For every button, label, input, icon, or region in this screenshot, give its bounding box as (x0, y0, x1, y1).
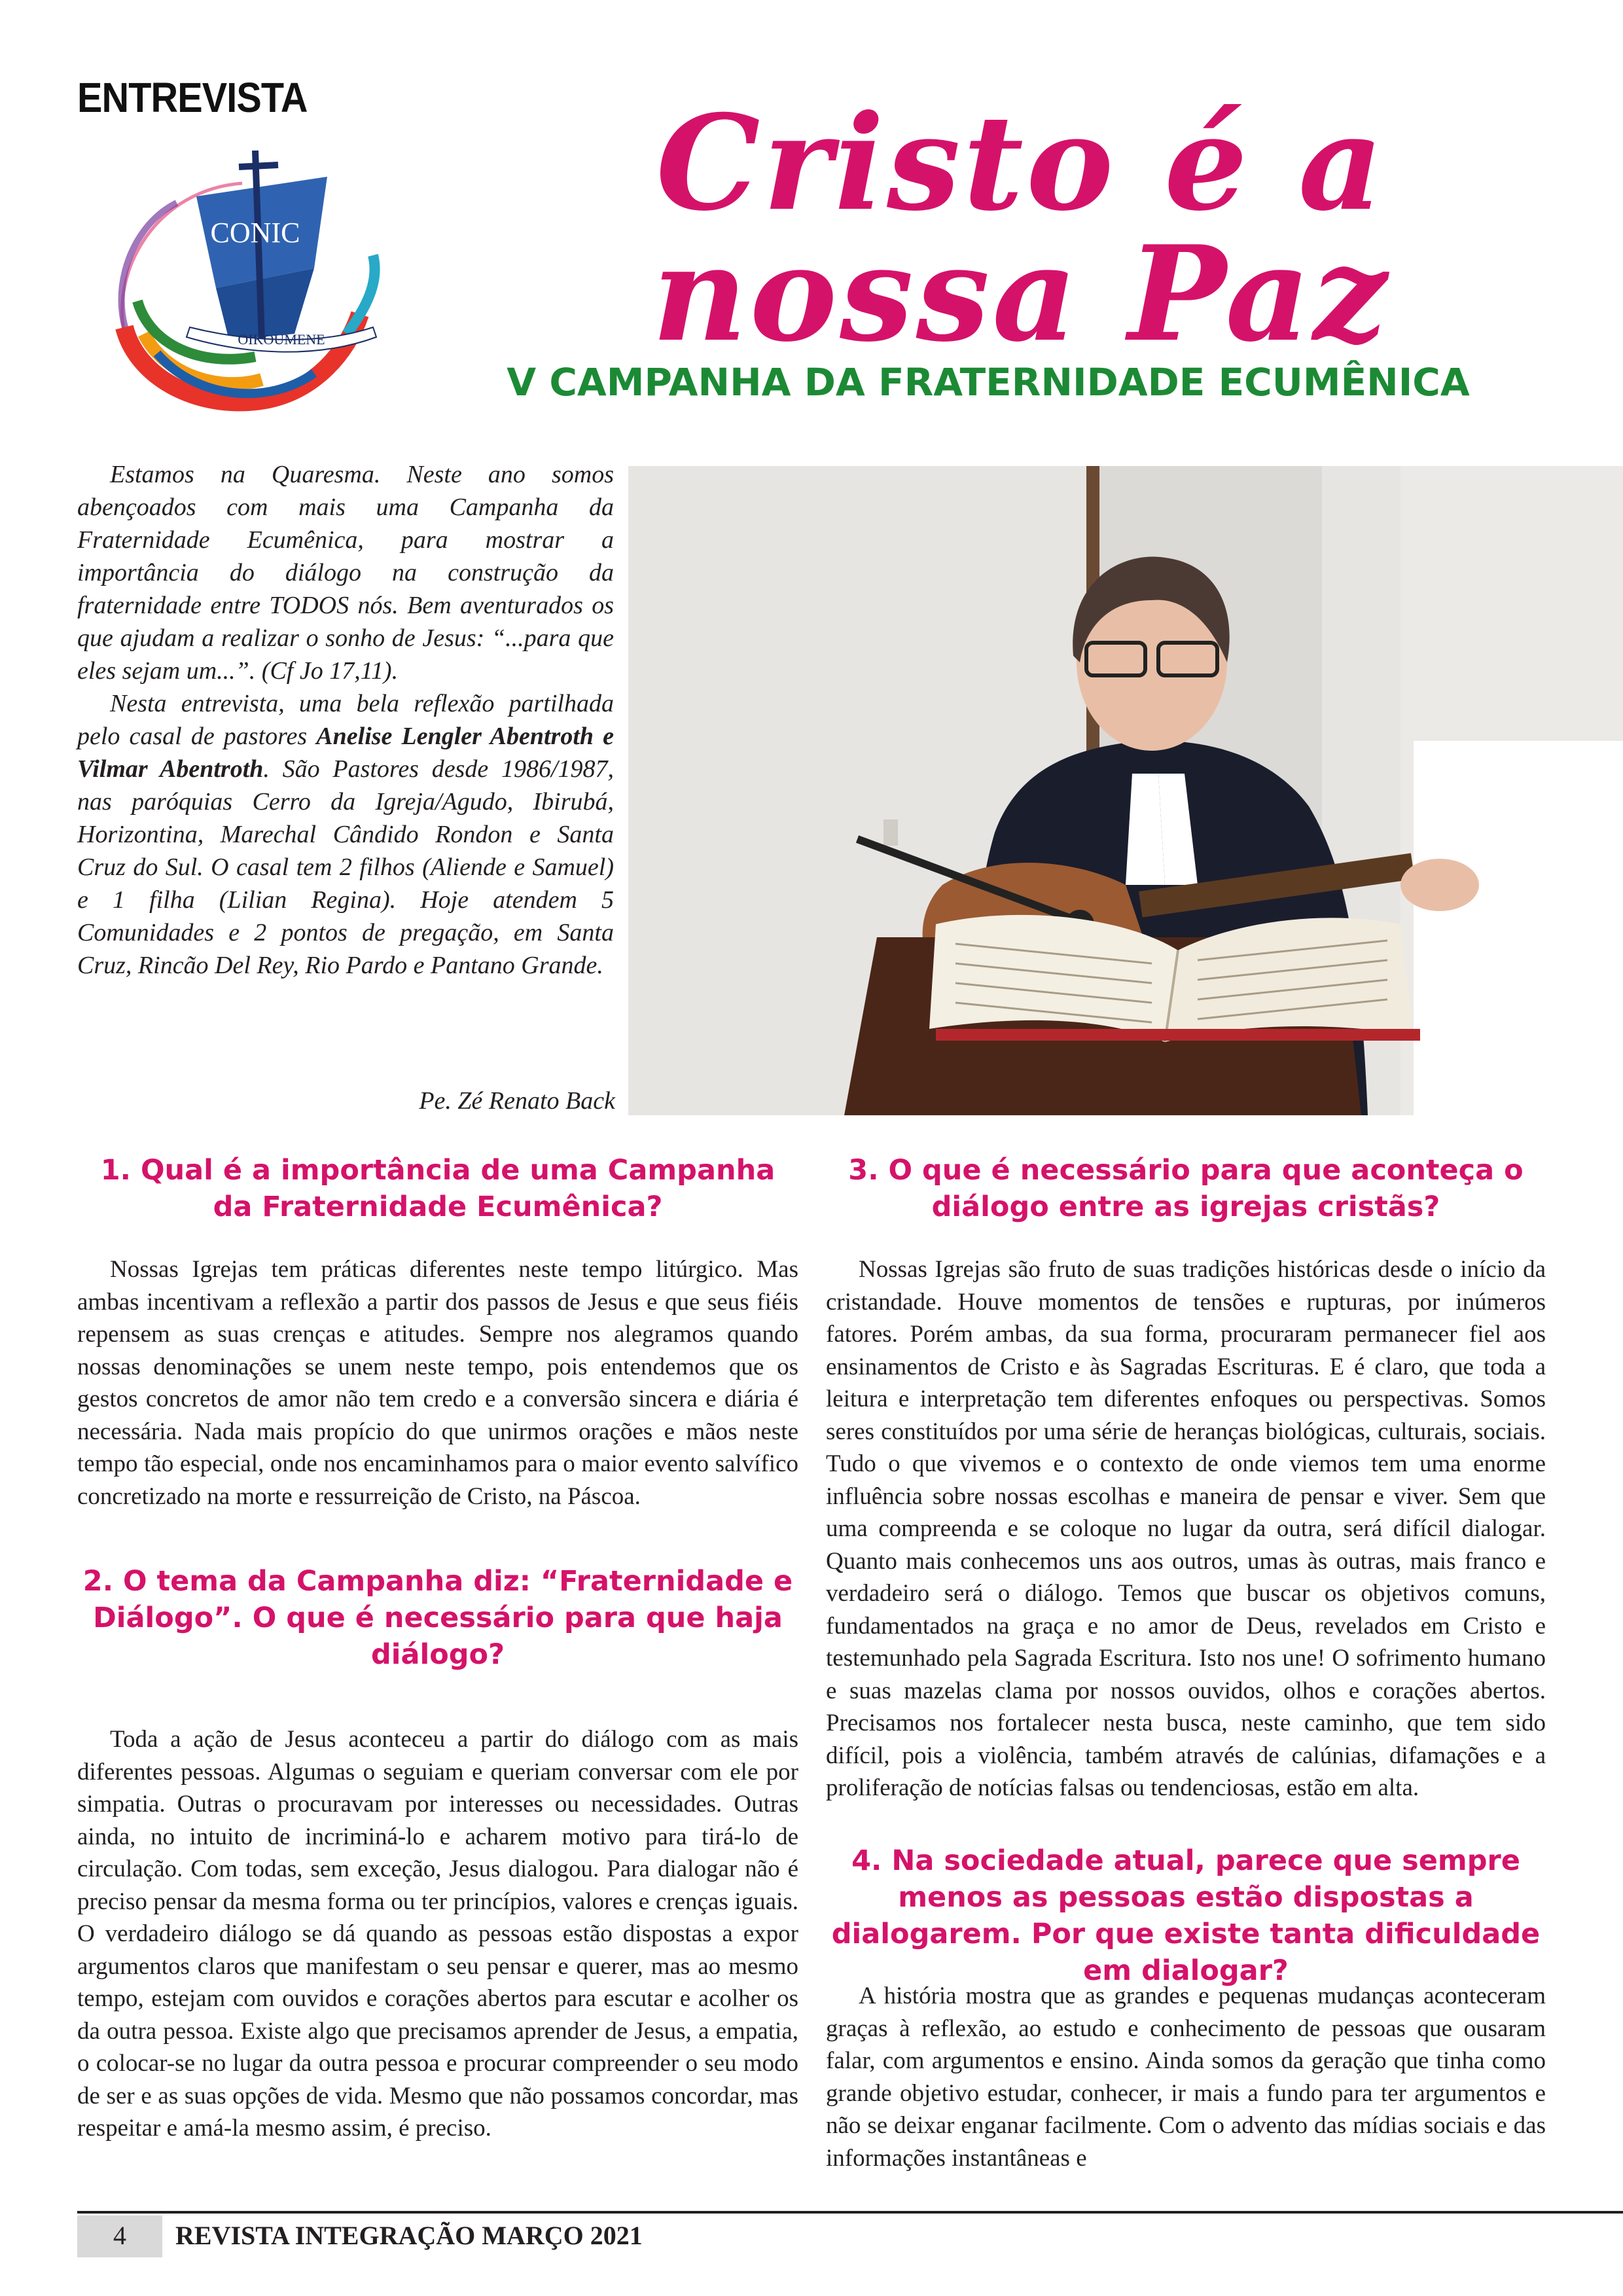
intro-paragraph-1: Estamos na Quaresma. Neste ano somos abençoados com mais uma Campanha da Fraternidade Ecumênica, para mostrar a importância do diálogo na construção da fraternidade entre TODOS nós. Bem aventurados os que ajudam a realizar o sonho de Jesus: “...para que eles sejam um...”. (Cf Jo 17,11). (77, 461, 614, 685)
footer-rule (77, 2211, 1623, 2214)
page-number: 4 (113, 2221, 126, 2250)
question-2-answer (77, 1723, 798, 2145)
page-subtitle: V CAMPANHA DA FRATERNIDADE ECUMÊNICA (507, 360, 1470, 404)
question-1-heading: 1. Qual é a importância de uma Campanha da Fraternidade Ecumênica? (100, 1154, 776, 1223)
intro-p2-names: Anelise Lengler Abentroth e Vilmar Abentroth (77, 723, 614, 783)
logo-ribbon: OIKOUMENE (238, 331, 325, 348)
photo-illustration (628, 466, 1623, 1115)
question-3-heading: 3. O que é necessário para que aconteça o diálogo entre as igrejas cristãs? (848, 1154, 1524, 1223)
answer-4-text: A história mostra que as grandes e pequenas mudanças aconteceram graças à reflexão, ao estudo e conhecimento de pessoas que ousaram falar, com argumentos e ensino. Ainda somos da geração que tinha como grande objetivo estudar, conhecer, ir mais a fundo para ter argumentos e não se deixar enganar facilmente. Com o advento das mídias sociais e das informações instantâneas e (826, 1982, 1546, 2172)
answer-2-text: Toda a ação de Jesus aconteceu a partir do diálogo com as mais diferentes pessoas. Algumas o seguiam e queriam conversar com ele por simpatia. Outras o procuravam por interesses ou necessidades. Outras ainda, no intuito de incriminá-lo e acharem motivo para tirá-lo de circulação. Com todas, sem exceção, Jesus dialogou. Para dialogar não é preciso pensar da mesma forma ou ter princípios, valores e crenças iguais. O verdadeiro diálogo se dá quando as pessoas estão dispostas a expor argumentos claros que manifestam o seu pensar e querer, mas ao mesmo tempo, estejam com ouvidos e corações abertos para escutar e acolher os da outra pessoa. Existe algo que precisamos aprender de Jesus, a empatia, o colocar-se no lugar da outra pessoa e procurar compreender o seu modo de ser e as suas opções de vida. Mesmo que não possamos concordar, mas respeitar e amá-la mesmo assim, é preciso. (77, 1726, 798, 2142)
intro-paragraph-2 (77, 687, 614, 982)
answer-3-text: Nossas Igrejas são fruto de suas tradições históricas desde o início da cristandade. Houve momentos de tensões e rupturas, por inúmeros fatores. Porém ambas, da sua forma, procuraram permanecer fiel aos ensinamentos de Cristo e às Sagradas Escrituras. E é claro, que toda a leitura e interpretação tem diferentes enfoques ou perspectivas. Somos seres constituídos por uma série de heranças biológicas, culturais, sociais. Tudo o que vivemos e o contexto de onde viemos tem uma enorme influência sobre nossas escolhas e maneira de pensar e viver. Sem que uma compreenda e se coloque no lugar da outra, será difícil dialogar. Quanto mais conhecemos uns aos outros, umas às outras, mais franco e verdadeiro será o diálogo. Temos que buscar os objetivos comuns, fundamentados na graça e no amor de Deus, revelados em Cristo e testemunhado pela Sagrada Escritura. Isto nos une! O sofrimento humano e suas mazelas clama por nossos ouvidos, olhos e corações abertos. Precisamos nos fortalecer nesta busca, neste caminho, que tem sido difícil, pois a violência, também através de calúnias, difamações e a proliferação de notícias falsas ou tendenciosas, estão em alta. (826, 1256, 1546, 1801)
question-4-answer (826, 1980, 1546, 2174)
question-3-answer (826, 1253, 1546, 1804)
intro-p2-after: . São Pastores desde 1986/1987, nas paróquias Cerro da Igreja/Agudo, Ibirubá, Horizontina, Marechal Cândido Rondon e Santa Cruz do Sul. O casal tem 2 filhos (Aliende e Samuel) e 1 filha (Lilian Regina). Hoje atendem 5 Comunidades e 2 pontos de pregação, em Santa Cruz, Rincão Del Rey, Rio Pardo e Pantano Grande. (77, 755, 615, 979)
logo-name: CONIC (210, 217, 300, 249)
photo-pastor-with-guitar (628, 466, 1623, 1115)
intro-text (77, 458, 614, 982)
intro-p2-before: Nesta entrevista, uma bela reflexão partilhada pelo casal de pastores (77, 690, 614, 750)
conic-logo (98, 137, 438, 412)
answer-1-text: Nossas Igrejas tem práticas diferentes neste tempo litúrgico. Mas ambas incentivam a reflexão a partir dos passos de Jesus e que seus fiéis repensem as suas crenças e atitudes. Sempre nos alegramos quando nossas denominações se unem neste tempo, pois entendemos que os gestos concretos de amor não tem credo e a conversão sincera e diária é necessária. Nada mais propício do que unirmos orações e mãos neste tempo tão especial, onde nos encaminhamos para o maior evento salvífico concretizado na morte e ressurreição de Cristo, na Páscoa. (77, 1256, 798, 1510)
question-1-answer (77, 1253, 798, 1513)
page-title: Cristo é a nossa Paz (652, 86, 1390, 371)
footer-publication: REVISTA INTEGRAÇÃO MARÇO 2021 (175, 2221, 643, 2250)
signature: Pe. Zé Renato Back (419, 1087, 615, 1115)
section-label: ENTREVISTA (77, 74, 308, 121)
question-2-heading: 2. O tema da Campanha diz: “Fraternidade e Diálogo”. O que é necessário para que haja diálogo? (82, 1565, 793, 1671)
question-4-heading: 4. Na sociedade atual, parece que sempre menos as pessoas estão dispostas a dialogarem. Por que existe tanta dificuldade em dialogar? (831, 1844, 1541, 1987)
